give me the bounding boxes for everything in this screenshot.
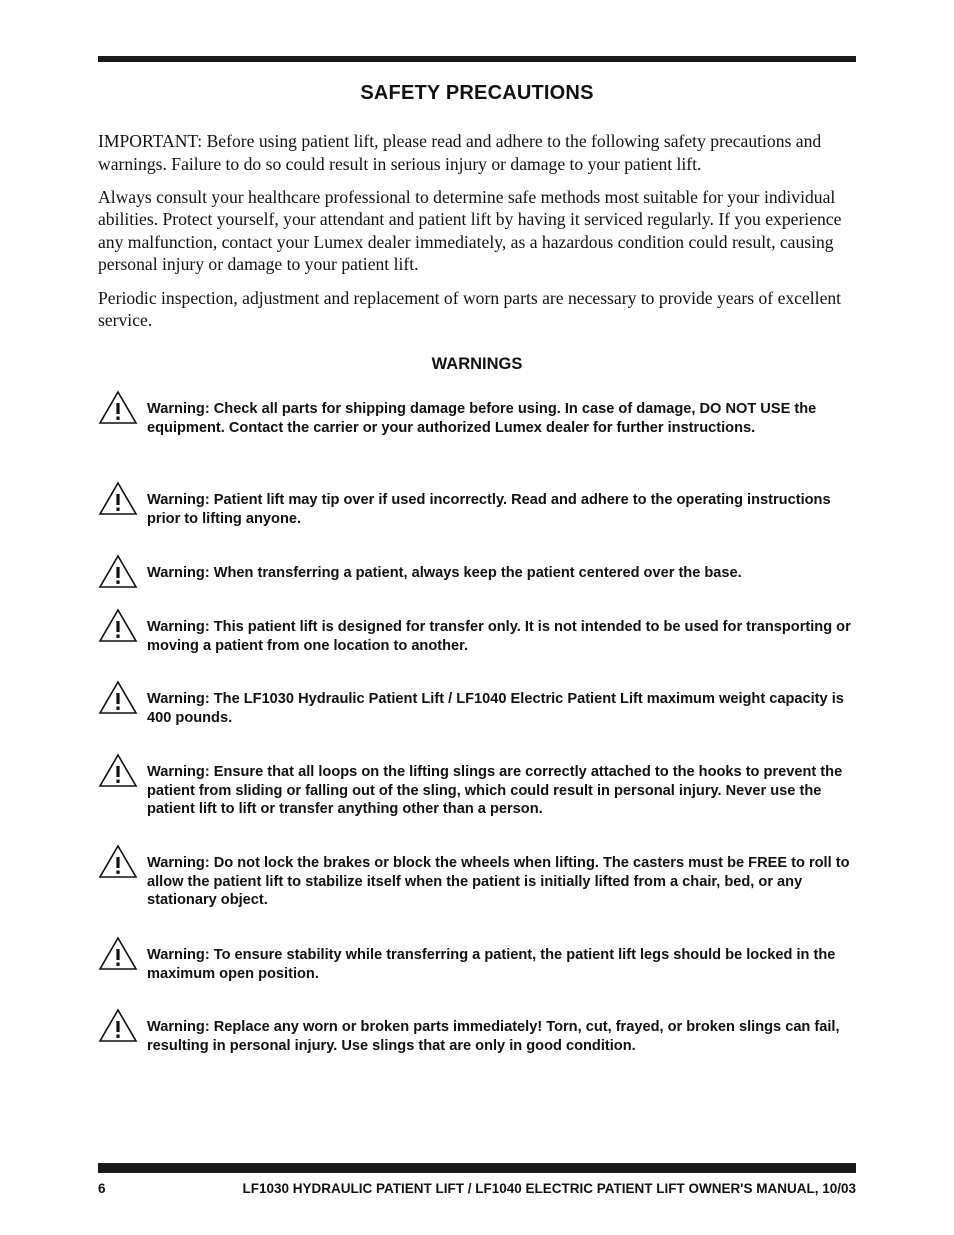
- warning-triangle-icon: [98, 753, 138, 789]
- warning-text: Warning: To ensure stability while transferring a patient, the patient lift legs should be locked in the maximum open position.: [147, 947, 836, 982]
- warning-text: Warning: When transferring a patient, always keep the patient centered over the base.: [147, 565, 742, 581]
- warning-triangle-icon: [98, 1008, 138, 1044]
- warning-triangle-icon: [98, 554, 138, 590]
- warning-triangle-icon: [98, 936, 138, 972]
- warning-text: Warning: This patient lift is designed for transfer only. It is not intended to be used for transporting or moving a patient from one location to another.: [147, 619, 851, 654]
- warning-triangle-icon: [98, 844, 138, 880]
- warning-text: Warning: Patient lift may tip over if used incorrectly. Read and adhere to the operating instructions prior to lifting anyone.: [147, 492, 831, 527]
- footer-document-title: LF1030 HYDRAULIC PATIENT LIFT / LF1040 ELECTRIC PATIENT LIFT OWNER'S MANUAL, 10/03: [242, 1181, 856, 1196]
- warning-triangle-icon: [98, 390, 138, 426]
- warning-triangle-icon: [98, 680, 138, 716]
- intro-paragraph-important: IMPORTANT: Before using patient lift, please read and adhere to the following safety precautions and warnings. Failure to do so could result in serious injury or damage to your patient lift.: [98, 131, 822, 174]
- warning-text: Warning: Ensure that all loops on the lifting slings are correctly attached to the hooks to prevent the patient from sliding or falling out of the sling, which could result in personal injury. Never use the patient lift to lift or transfer anything other than a person.: [147, 764, 843, 818]
- intro-paragraph-consult: Always consult your healthcare professional to determine safe methods most suitable for your individual abilities. Protect yourself, your attendant and patient lift by having it serviced regularly. If you experience any malfunction, contact your Lumex dealer immediately, as a hazardous condition could result, causing personal injury or damage to your patient lift.: [98, 186, 842, 275]
- intro-section: [98, 130, 858, 342]
- warning-triangle-icon: [98, 481, 138, 517]
- warning-text: Warning: Check all parts for shipping damage before using. In case of damage, DO NOT USE the equipment. Contact the carrier or your authorized Lumex dealer for further instructions.: [147, 401, 817, 436]
- warning-triangle-icon: [98, 608, 138, 644]
- warning-text: Warning: Do not lock the brakes or block the wheels when lifting. The casters must be FREE to roll to allow the patient lift to stabilize itself when the patient is initially lifted from a chair, bed, or any stationary object.: [147, 855, 850, 909]
- page-title: SAFETY PRECAUTIONS: [360, 82, 594, 104]
- page-number: 6: [98, 1181, 106, 1196]
- intro-paragraph-inspection: Periodic inspection, adjustment and replacement of worn parts are necessary to provide years of excellent service.: [98, 287, 842, 331]
- warning-text: Warning: The LF1030 Hydraulic Patient Lift / LF1040 Electric Patient Lift maximum weight capacity is 400 pounds.: [147, 691, 844, 726]
- footer-rule: [98, 1163, 856, 1173]
- warning-text: Warning: Replace any worn or broken parts immediately! Torn, cut, frayed, or broken slings can fail, resulting in personal injury. Use slings that are only in good condition.: [147, 1019, 840, 1054]
- header-rule: [98, 56, 856, 62]
- warnings-heading: WARNINGS: [431, 355, 523, 373]
